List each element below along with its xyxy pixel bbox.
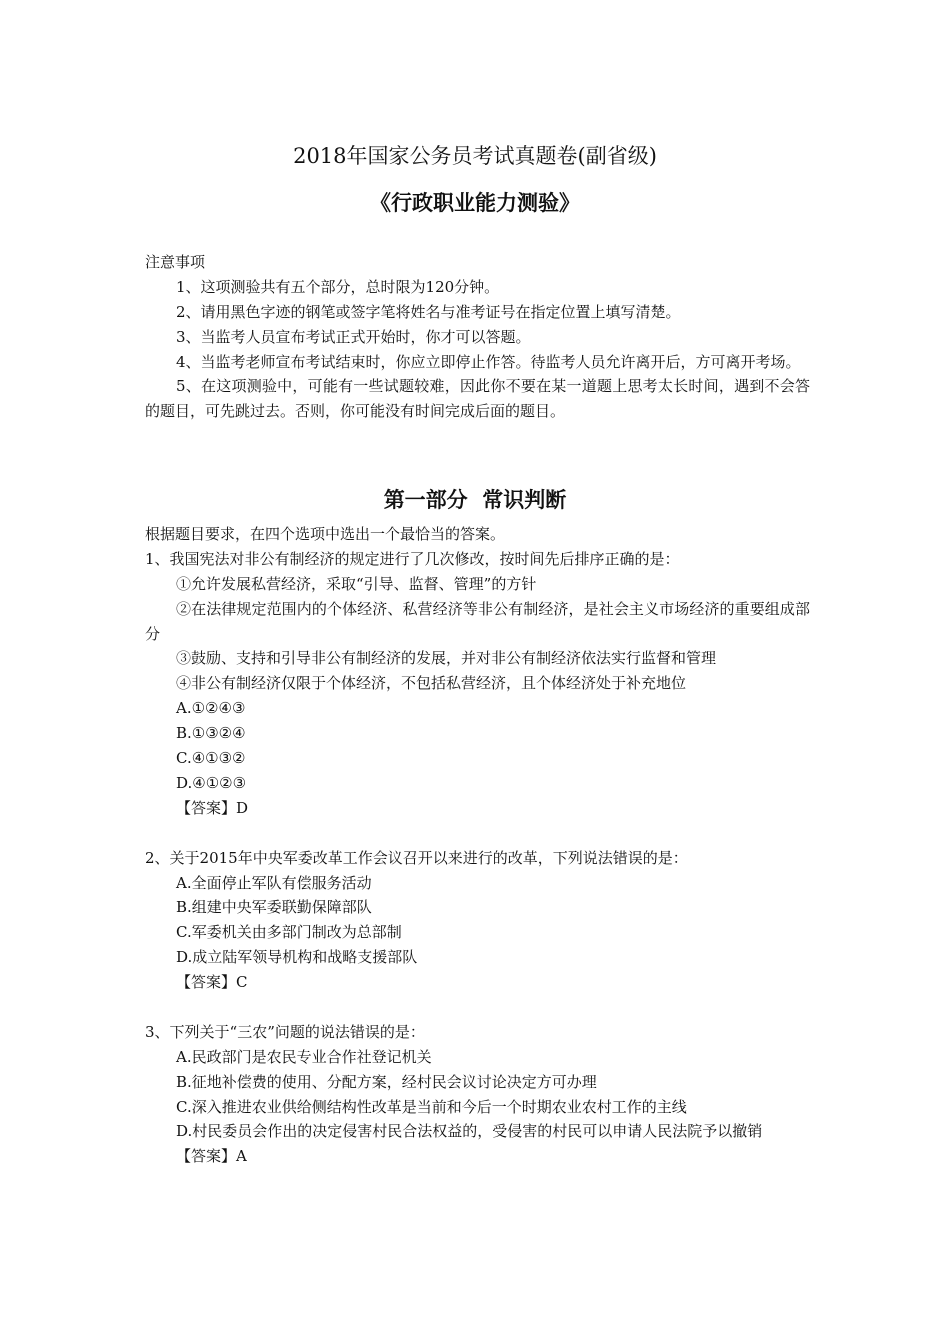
- question-statement: ③鼓励、支持和引导非公有制经济的发展，并对非公有制经济依法实行监督和管理: [176, 649, 717, 668]
- section-heading: 第一部分 常识判断: [383, 487, 567, 512]
- answer-option: B.征地补偿费的使用、分配方案，经村民会议讨论决定方可办理: [176, 1072, 597, 1091]
- note-item: 1、这项测验共有五个部分，总时限为120分钟。: [176, 277, 500, 296]
- answer-option: A.民政部门是农民专业合作社登记机关: [176, 1047, 432, 1066]
- answer-option: D.④①②③: [176, 773, 247, 792]
- note-item: 5、在这项测验中，可能有一些试题较难，因此你不要在某一道题上思考太长时间，遇到不会答的题目，可先跳过去。否则，你可能没有时间完成后面的题目。: [145, 377, 810, 421]
- document-subtitle: 《行政职业能力测验》: [370, 190, 580, 215]
- answer-option: C.④①③②: [176, 749, 246, 768]
- section-instruction: 根据题目要求，在四个选项中选出一个最恰当的答案。: [145, 525, 506, 543]
- question-stem: 2、关于2015年中央军委改革工作会议召开以来进行的改革，下列说法错误的是：: [145, 848, 688, 867]
- answer-option: C.深入推进农业供给侧结构性改革是当前和今后一个时期农业农村工作的主线: [176, 1097, 687, 1116]
- question-statement: ②在法律规定范围内的个体经济、私营经济等非公有制经济，是社会主义市场经济的重要组成部分: [145, 599, 810, 643]
- notes-heading: 注意事项: [145, 253, 206, 271]
- answer-option: D.成立陆军领导机构和战略支援部队: [176, 948, 418, 967]
- note-item: 4、当监考老师宣布考试结束时，你应立即停止作答。待监考人员允许离开后，方可离开考场。: [176, 352, 801, 371]
- question-3: [145, 1020, 810, 1169]
- question-spacer: [145, 995, 810, 1020]
- answer-option: A.①②④③: [176, 699, 246, 718]
- notes-section: [145, 250, 810, 424]
- question-2: [145, 846, 810, 995]
- answer-option: D.村民委员会作出的决定侵害村民合法权益的，受侵害的村民可以申请人民法院予以撤销: [176, 1122, 763, 1141]
- answer-key: 【答案】D: [176, 798, 249, 817]
- document-title: 2018年国家公务员考试真题卷(副省级): [293, 144, 657, 168]
- question-statement: ①允许发展私营经济，采取“引导、监督、管理”的方针: [176, 574, 537, 593]
- answer-key: 【答案】C: [176, 973, 248, 992]
- answer-option: A.全面停止军队有偿服务活动: [176, 873, 372, 892]
- answer-option: B.组建中央军委联勤保障部队: [176, 898, 372, 917]
- answer-option: B.①③②④: [176, 724, 246, 743]
- note-item: 3、当监考人员宣布考试正式开始时，你才可以答题。: [176, 327, 531, 346]
- answer-option: C.军委机关由多部门制改为总部制: [176, 923, 402, 942]
- question-statement: ④非公有制经济仅限于个体经济，不包括私营经济，且个体经济处于补充地位: [176, 674, 687, 693]
- answer-key: 【答案】A: [176, 1147, 247, 1166]
- question-1: [145, 547, 810, 821]
- section-content: [145, 522, 810, 1169]
- question-stem: 3、下列关于“三农”问题的说法错误的是：: [145, 1022, 425, 1041]
- question-spacer: [145, 821, 810, 846]
- note-item: 2、请用黑色字迹的钢笔或签字笔将姓名与准考证号在指定位置上填写清楚。: [176, 302, 681, 321]
- question-stem: 1、我国宪法对非公有制经济的规定进行了几次修改，按时间先后排序正确的是：: [145, 549, 680, 568]
